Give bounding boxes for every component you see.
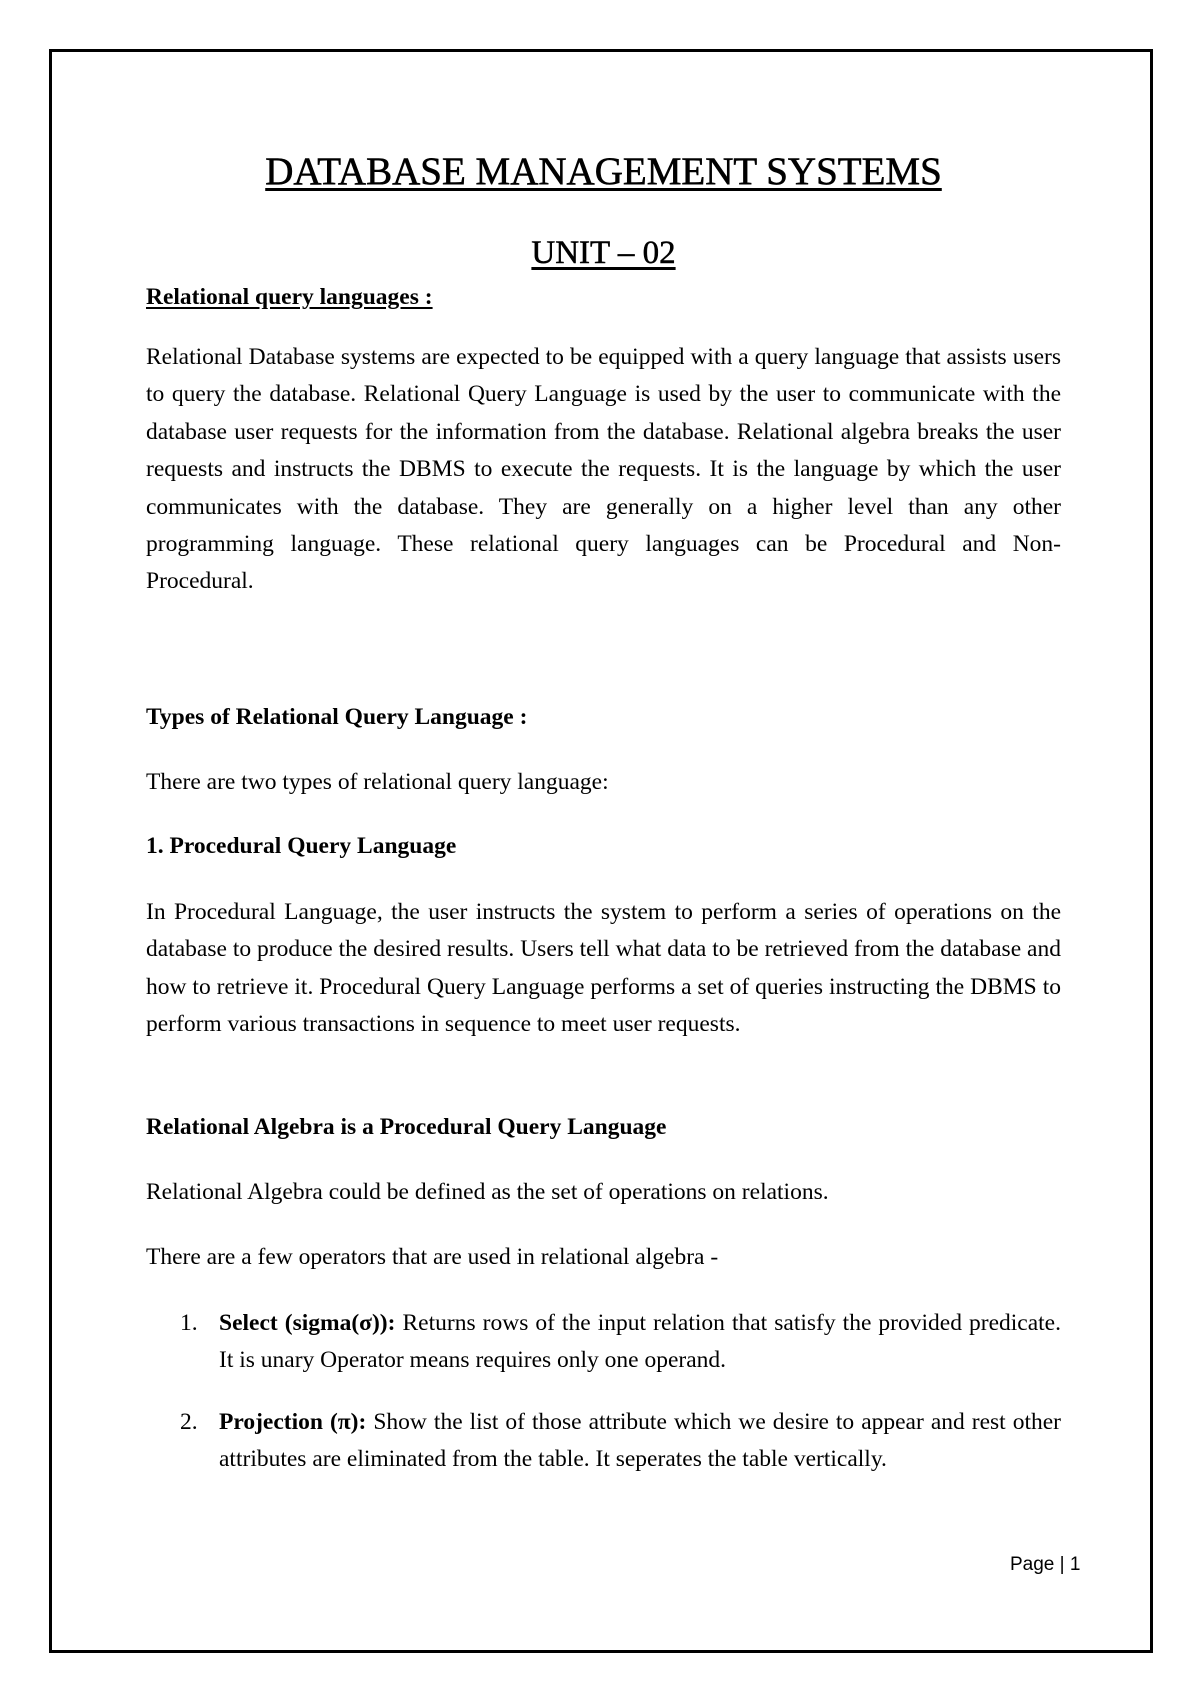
paragraph-procedural: In Procedural Language, the user instructs the system to perform a series of operations on the database to produce the desired results. Users tell what data to be retrieved from the database and how to retrieve it. Procedural Query Language performs a set of queries instructing the DBMS to perform various transactions in sequence to meet user requests. bbox=[146, 899, 1061, 1038]
paragraph-relational-algebra-definition: Relational Algebra could be defined as the set of operations on relations. bbox=[146, 1179, 829, 1205]
operator-term: Projection (π): bbox=[219, 1409, 367, 1435]
section-heading-procedural: 1. Procedural Query Language bbox=[146, 833, 457, 859]
operator-description: Returns rows of the input relation that satisfy the provided predicate. It is unary Operator means requires only one operand. bbox=[219, 1310, 1061, 1374]
list-number: 2. bbox=[180, 1409, 198, 1435]
list-text bbox=[219, 1404, 1061, 1479]
list-number: 1. bbox=[180, 1310, 198, 1336]
page-number: Page | 1 bbox=[1010, 1554, 1081, 1575]
section-heading-relational-query-languages: Relational query languages : bbox=[146, 284, 433, 310]
paragraph-operators-intro: There are a few operators that are used in relational algebra - bbox=[146, 1244, 719, 1270]
paragraph-types: There are two types of relational query language: bbox=[146, 769, 609, 795]
section-heading-relational-algebra: Relational Algebra is a Procedural Query Language bbox=[146, 1114, 667, 1140]
operator-description: Show the list of those attribute which we desire to appear and rest other attributes are eliminated from the table. It seperates the table vertically. bbox=[219, 1409, 1061, 1473]
paragraph-relational-query-languages: Relational Database systems are expected to be equipped with a query language that assists users to query the database. Relational Query Language is used by the user to communicate with the database user requests for the information from the database. Relational algebra breaks the user requests and instructs the DBMS to execute the requests. It is the language by which the user communicates with the database. They are generally on a higher level than any other programming language. These relational query languages can be Procedural and Non-Procedural. bbox=[146, 344, 1061, 595]
operator-term: Select (sigma(σ)): bbox=[219, 1310, 396, 1336]
unit-title: UNIT – 02 bbox=[531, 235, 676, 271]
section-heading-types: Types of Relational Query Language : bbox=[146, 704, 528, 730]
list-text bbox=[219, 1305, 1061, 1380]
document-title: DATABASE MANAGEMENT SYSTEMS bbox=[265, 150, 942, 193]
